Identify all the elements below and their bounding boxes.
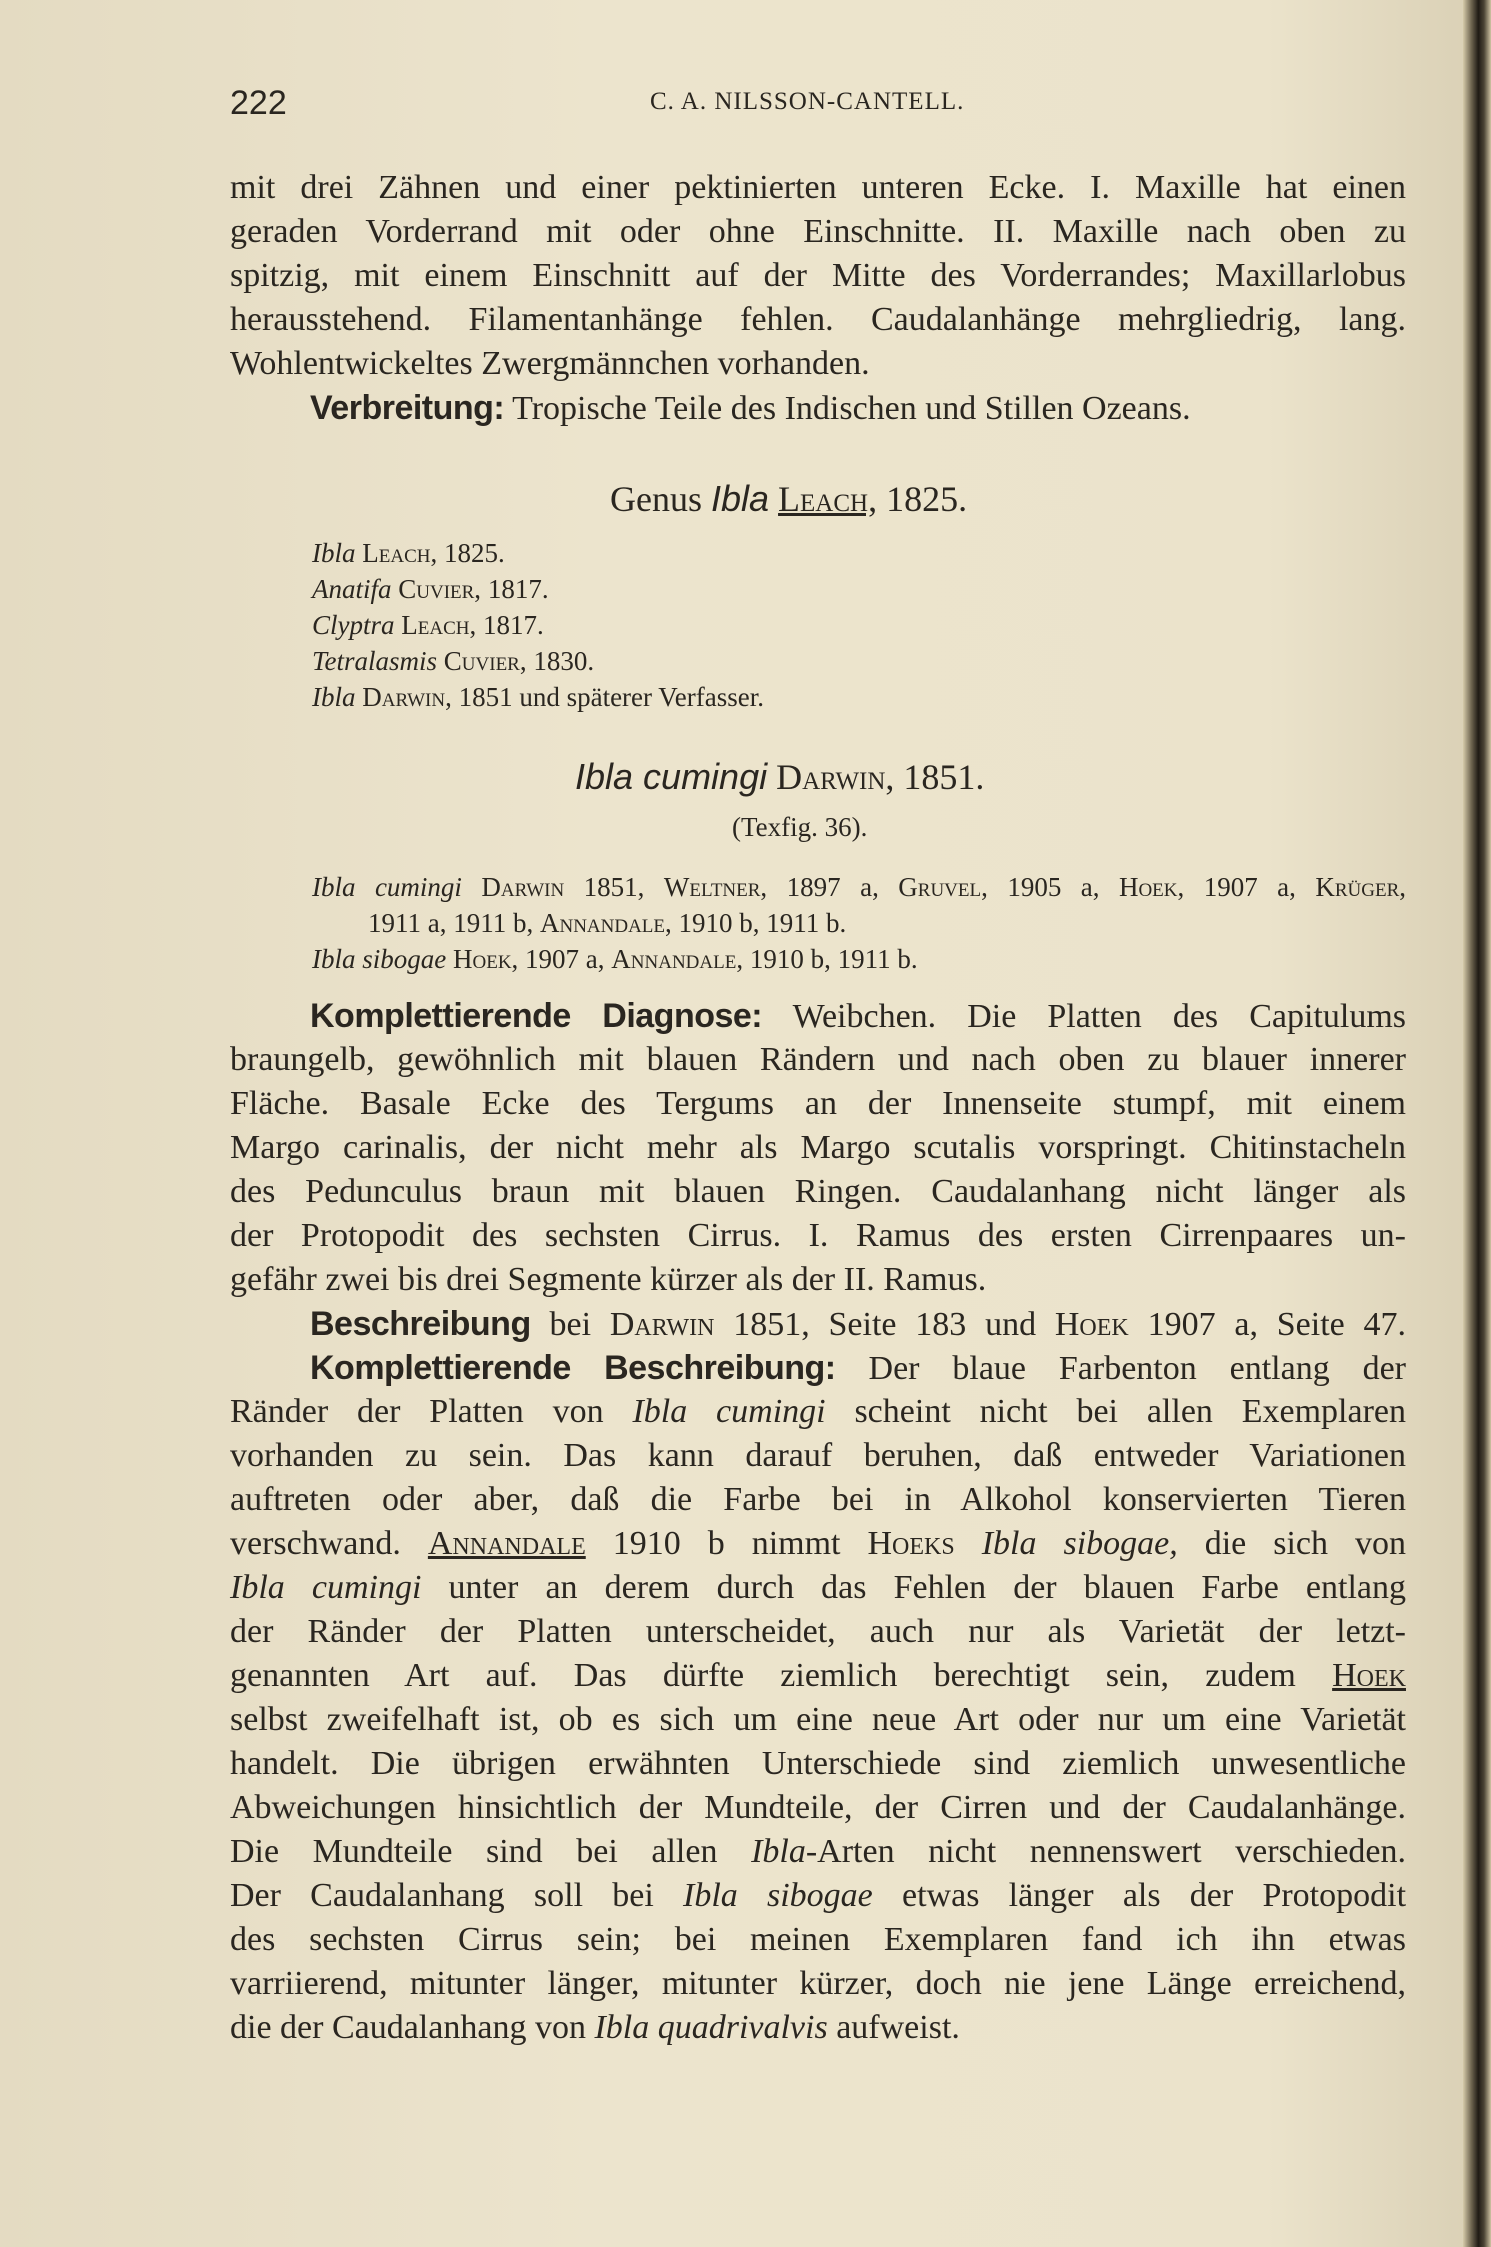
beschreibung-line: die der Caudalanhang von Ibla quadrivalvis aufweist. — [230, 2009, 960, 2046]
species-synonym-1-cont: 1911 a, 1911 b, Annandale, 1910 b, 1911 b. — [368, 908, 847, 938]
species-synonym-1: Ibla cumingi Darwin 1851, Weltner, 1897 a, Gruvel, 1905 a, Hoek, 1907 a, Krüger, — [312, 872, 1406, 902]
diagnose-line: Margo carinalis, der nicht mehr als Margo scutalis vorspringt. Chitinstacheln — [230, 1129, 1406, 1166]
page-number: 222 — [230, 84, 287, 122]
komplett-beschreibung-label: Komplettierende Beschreibung: — [310, 1349, 836, 1387]
beschreibung-line: Der Caudalanhang soll bei Ibla sibogae etwas länger als der Protopodit — [230, 1877, 1407, 1914]
genus-synonym: Ibla Darwin, 1851 und späterer Verfasser. — [312, 682, 764, 712]
intro-line-3: spitzig, mit einem Einschnitt auf der Mitte des Vorderrandes; Maxillarlobus — [230, 257, 1406, 294]
beschreibung-line: varriierend, mitunter länger, mitunter kürzer, doch nie jene Länge erreichend, — [230, 1965, 1406, 2002]
intro-line-2: geraden Vorderrand mit oder ohne Einschnitte. II. Maxille nach oben zu — [230, 213, 1406, 250]
verbreitung-text: Tropische Teile des Indischen und Stillen Ozeans. — [512, 390, 1191, 427]
beschreibung-line: Ibla cumingi unter an derem durch das Fehlen der blauen Farbe entlang — [230, 1569, 1407, 1606]
intro-line-4: herausstehend. Filamentanhänge fehlen. Caudalanhänge mehrgliedrig, lang. — [230, 301, 1406, 338]
species-heading: Ibla cumingi Darwin, 1851. — [575, 756, 985, 797]
beschreibung-line: Abweichungen hinsichtlich der Mundteile, der Cirren und der Caudalanhänge. — [230, 1789, 1406, 1826]
genus-synonym: Anatifa Cuvier, 1817. — [312, 574, 549, 604]
diagnose-label: Komplettierende Diagnose: — [310, 997, 763, 1035]
verbreitung-paragraph — [310, 386, 1406, 431]
beschreibung-line: selbst zweifelhaft ist, ob es sich um eine neue Art oder nur um eine Varietät — [230, 1701, 1406, 1738]
diagnose-line-1: Komplettierende Diagnose: Weibchen. Die Platten des Capitulums — [310, 997, 1407, 1035]
diagnose-line: gefähr zwei bis drei Segmente kürzer als der II. Ramus. — [230, 1261, 987, 1298]
beschreibung-line: genannten Art auf. Das dürfte ziemlich berechtigt sein, zudem Hoek — [230, 1657, 1406, 1694]
beschreibung-line: handelt. Die übrigen erwähnten Unterschiede sind ziemlich unwesentliche — [230, 1745, 1406, 1782]
beschreibung-line: der Ränder der Platten unterscheidet, auch nur als Varietät der letzt- — [230, 1613, 1406, 1650]
beschreibung-paragraph: Beschreibung bei Darwin 1851, Seite 183 und Hoek 1907 a, Seite 47. — [310, 1305, 1407, 1343]
running-title: C. A. NILSSON-CANTELL. — [650, 88, 965, 115]
genus-heading: Genus Ibla Leach, 1825. — [610, 478, 968, 519]
genus-synonym: Ibla Leach, 1825. — [312, 538, 505, 568]
beschreibung-line: Ränder der Platten von Ibla cumingi scheint nicht bei allen Exemplaren — [230, 1393, 1407, 1430]
beschreibung-line: verschwand. Annandale 1910 b nimmt Hoeks Ibla sibogae, die sich von — [230, 1525, 1406, 1562]
genus-synonym: Clyptra Leach, 1817. — [312, 610, 544, 640]
beschreibung-label: Beschreibung — [310, 1305, 531, 1343]
diagnose-line: des Pedunculus braun mit blauen Ringen. Caudalanhang nicht länger als — [230, 1173, 1406, 1210]
beschreibung-line: Die Mundteile sind bei allen Ibla-Arten nicht nennenswert verschieden. — [230, 1833, 1406, 1870]
genus-synonym: Tetralasmis Cuvier, 1830. — [312, 646, 595, 676]
verbreitung-label: Verbreitung: — [310, 389, 505, 427]
komplett-beschreibung-line-1: Komplettierende Beschreibung: Der blaue Farbenton entlang der — [310, 1349, 1407, 1387]
book-spine-shadow — [1463, 0, 1491, 2247]
species-synonym-2: Ibla sibogae Hoek, 1907 a, Annandale, 1910 b, 1911 b. — [312, 944, 918, 974]
diagnose-line: braungelb, gewöhnlich mit blauen Rändern und nach oben zu blauer innerer — [230, 1041, 1406, 1078]
beschreibung-line: auftreten oder aber, daß die Farbe bei in Alkohol konservierten Tieren — [230, 1481, 1406, 1518]
diagnose-line: Fläche. Basale Ecke des Tergums an der Innenseite stumpf, mit einem — [230, 1085, 1406, 1122]
beschreibung-line: vorhanden zu sein. Das kann darauf beruhen, daß entweder Variationen — [230, 1437, 1406, 1474]
intro-line-1: mit drei Zähnen und einer pektinierten unteren Ecke. I. Maxille hat einen — [230, 169, 1406, 206]
beschreibung-line: des sechsten Cirrus sein; bei meinen Exemplaren fand ich ihn etwas — [230, 1921, 1406, 1958]
species-figure-ref: (Texfig. 36). — [732, 812, 868, 842]
intro-line-5: Wohlentwickeltes Zwergmännchen vorhanden. — [230, 345, 870, 382]
diagnose-line: der Protopodit des sechsten Cirrus. I. Ramus des ersten Cirrenpaares un- — [230, 1217, 1406, 1254]
